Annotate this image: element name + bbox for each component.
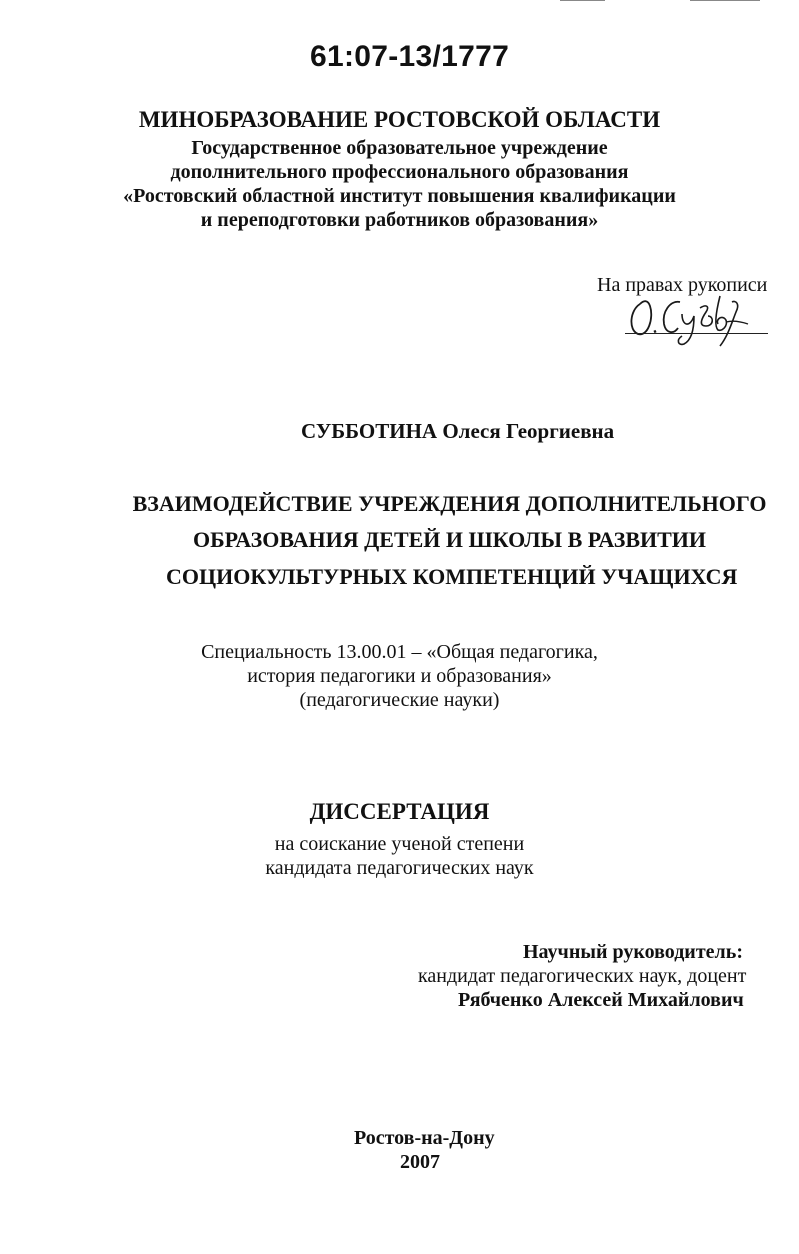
year: 2007 xyxy=(400,1151,440,1173)
degree-line: кандидата педагогических наук xyxy=(265,857,534,879)
handwritten-signature xyxy=(624,282,754,352)
institution-line: «Ростовский областной институт повышения квалификации xyxy=(123,185,676,207)
degree-line: на соискание ученой степени xyxy=(274,833,525,855)
ministry-heading: МИНОБРАЗОВАНИЕ РОСТОВСКОЙ ОБЛАСТИ xyxy=(138,107,661,132)
specialty-line: история педагогики и образования» xyxy=(247,665,552,687)
scan-edge-rule xyxy=(560,0,605,1)
signature-line xyxy=(625,333,768,334)
institution-line: Государственное образовательное учреждение xyxy=(191,137,608,159)
dissertation-label: ДИССЕРТАЦИЯ xyxy=(309,799,490,824)
specialty-line: (педагогические науки) xyxy=(299,689,500,711)
dissertation-title-line: ВЗАИМОДЕЙСТВИЕ УЧРЕЖДЕНИЯ ДОПОЛНИТЕЛЬНОГО xyxy=(132,491,767,516)
supervisor-heading: Научный руководитель: xyxy=(523,941,743,963)
manuscript-rights-note: На правах рукописи xyxy=(597,274,768,296)
dissertation-title-line: СОЦИОКУЛЬТУРНЫХ КОМПЕТЕНЦИЙ УЧАЩИХСЯ xyxy=(166,564,738,589)
archive-code: 61:07-13/1777 xyxy=(310,40,510,73)
scan-edge-rule xyxy=(690,0,760,1)
author-name: СУББОТИНА Олеся Георгиевна xyxy=(301,419,615,443)
institution-line: дополнительного профессионального образования xyxy=(170,161,629,183)
city: Ростов-на-Дону xyxy=(354,1127,495,1149)
dissertation-title-line: ОБРАЗОВАНИЯ ДЕТЕЙ И ШКОЛЫ В РАЗВИТИИ xyxy=(193,527,707,552)
supervisor-degree: кандидат педагогических наук, доцент xyxy=(418,965,747,987)
supervisor-name: Рябченко Алексей Михайлович xyxy=(458,989,744,1011)
specialty-line: Специальность 13.00.01 – «Общая педагогика, xyxy=(201,641,598,663)
institution-line: и переподготовки работников образования» xyxy=(200,209,599,231)
